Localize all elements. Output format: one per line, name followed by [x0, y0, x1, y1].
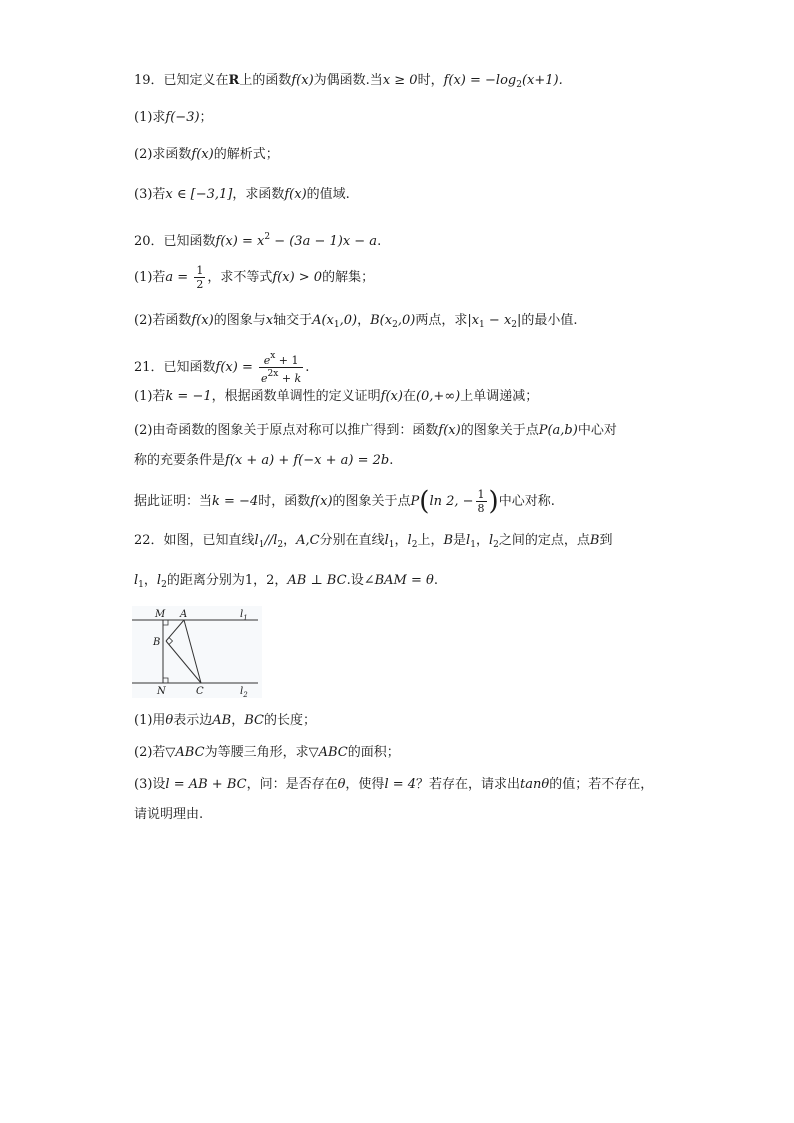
q21-stem: 21．已知函数f(x) = $\frac{e^x + 1}{e^{2x} + k}$ . — [134, 351, 310, 385]
label-c: C — [196, 686, 204, 697]
q22-part3-line2: 请说明理由. — [134, 807, 204, 822]
q19-stem: 19．已知定义在R上的函数f(x)为偶函数.当x ≥ 0时，$f(x) = -\log_2(x+1)$. — [134, 73, 563, 90]
label-l1: $l_1$ — [240, 609, 248, 622]
q21-p3-fraction: $\frac{1}{8}$ — [477, 488, 485, 515]
label-m: M — [155, 609, 166, 620]
label-a: A — [180, 609, 188, 620]
q20-part2: (2)若函数f(x)的图象与x轴交于$A(x_1,0)$，$B(x_2,0)$两点，求$|x_1 - x_2|$的最小值. — [134, 313, 578, 330]
q21-fraction: $\frac{e^x + 1}{e^{2x} + k}$ — [261, 351, 302, 385]
q21-part1: (1)若k = −1，根据函数单调性的定义证明f(x)在(0,+∞)上单调递减； — [134, 389, 539, 404]
label-n: N — [157, 686, 166, 697]
q19-part2: (2)求函数f(x)的解析式； — [134, 147, 279, 162]
q20-part1: (1)若a = $\frac{1}{2}$ ，求不等式f(x) > 0的解集； — [134, 264, 375, 291]
q21-part3: 据此证明：当k = −4时，函数f(x)的图象关于点P(ln 2, − $\frac{1}{8}$ )中心对称. — [134, 486, 555, 517]
q20-fraction: $\frac{1}{2}$ — [196, 264, 204, 291]
q19-part1: (1)求f(−3)； — [134, 110, 213, 125]
geometry-figure — [132, 606, 262, 698]
q22-stem-line2: $l_1$，$l_2$的距离分别为1，2，AB ⊥ BC.设∠BAM = θ. — [134, 573, 438, 590]
q22-part3-line1: (3)设l = AB + BC，问：是否存在θ，使得l = 4？若存在，请求出tanθ的值；若不存在， — [134, 777, 654, 792]
q20-stem: 20．已知函数$f(x) = x^2 - (3a - 1)x - a$. — [134, 232, 382, 249]
q22-part1: (1)用θ表示边AB，BC的长度； — [134, 713, 316, 728]
q21-part2-line2: 称的充要条件是f(x + a) + f(−x + a) = 2b. — [134, 453, 394, 468]
label-l2: $l_2$ — [240, 686, 248, 698]
q22-part2: (2)若▽ABC为等腰三角形，求▽ABC的面积； — [134, 745, 400, 760]
q22-stem-line1: 22．如图，已知直线$l_1//l_2$，A,C分别在直线$l_1$，$l_2$上，B是$l_1$，$l_2$之间的定点，点B到 — [134, 533, 613, 550]
q21-part2-line1: (2)由奇函数的图象关于原点对称可以推广得到：函数f(x)的图象关于点P(a,b)中心对 — [134, 423, 617, 438]
label-b: B — [153, 637, 161, 648]
q19-part3: (3)若x ∈ [−3,1]，求函数f(x)的值域. — [134, 187, 350, 202]
